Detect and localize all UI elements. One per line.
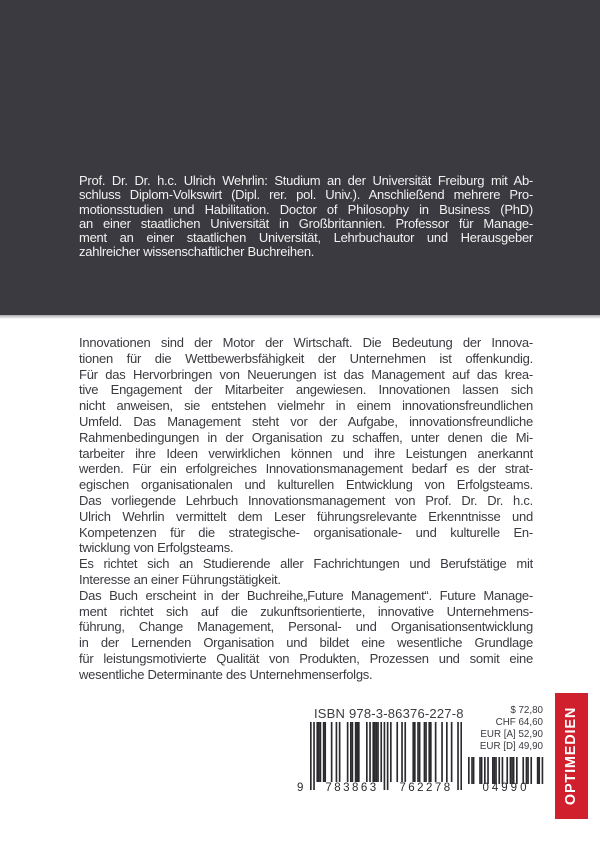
text-line: ment an einer staatlichen Universität, Lehrbuchautor und Herausgeber [79, 231, 533, 246]
ean13-barcode [310, 722, 462, 790]
text-line: in der Lernenden Organisation und bildet eine wesentliche Grundlage [79, 635, 533, 651]
text-line: tive Engagement der Mitarbeiter angewiesen. Innovationen lassen sich [79, 382, 533, 398]
author-bio [79, 174, 533, 260]
price-eur-d: EUR [D] 49,90 [479, 741, 543, 752]
barcode-digit-group: 762278 [399, 782, 453, 794]
barcode-addon-digits: 04990 [482, 782, 530, 794]
text-line: Rahmenbedingungen in der Organisation zu schaffen, unter denen die Mi- [79, 429, 533, 445]
text-line: Das Buch erscheint in der Buchreihe„Future Management“. Future Manage- [79, 587, 533, 603]
ean5-addon-barcode [468, 757, 544, 784]
text-line: tionen für die Wettbewerbsfähigkeit der Unternehmen ist offenkundig. [79, 350, 533, 366]
text-line: Es richtet sich an Studierende aller Fachrichtungen und Berufstätige mit [79, 556, 533, 572]
price-usd: $ 72,80 [510, 705, 543, 716]
band-edge-shadow [0, 315, 600, 319]
text-line: egischen organisationalen und kulturellen Entwicklung von Erfolgsteams. [79, 477, 533, 493]
text-line: an einer staatlichen Universität in Großbritannien. Professor für Manage- [79, 216, 533, 231]
text-line: führung, Change Management, Personal- und Organisationsentwicklung [79, 619, 533, 635]
text-line: ment richtet sich auf die zukunftsorientierte, innovative Unternehmens- [79, 603, 533, 619]
text-line: Für das Hervorbringen von Neuerungen ist das Management auf das krea- [79, 366, 533, 382]
text-line: Prof. Dr. Dr. h.c. Ulrich Wehrlin: Studium an der Universität Freiburg mit Ab- [79, 174, 533, 188]
barcode-digit-group: 783863 [325, 782, 379, 794]
text-line: zahlreicher wissenschaftlicher Buchreihen. [79, 245, 315, 260]
text-line: Interesse an einer Führungstätigkeit. [79, 571, 281, 587]
publisher-logo-banner [555, 693, 588, 819]
cover-top-band [0, 0, 600, 315]
text-line: wesentliche Determinante des Unternehmenserfolgs. [79, 666, 373, 682]
description-paragraph [79, 335, 533, 556]
price-chf: CHF 64,60 [495, 717, 543, 728]
text-line: schluss Diplom-Volkswirt (Dipl. rer. pol. Univ.). Anschließend mehrere Pro- [79, 188, 533, 203]
description-paragraph [79, 556, 533, 588]
price-eur-a: EUR [A] 52,90 [480, 729, 543, 740]
text-line: Ulrich Wehrlin vermittelt dem Leser führungsrelevante Erkenntnisse und [79, 508, 533, 524]
text-line: für leistungsmotivierte Qualität von Produkten, Prozessen und somit eine [79, 650, 533, 666]
publisher-name: OPTIMEDIEN [563, 706, 580, 806]
text-line: Umfeld. Das Management steht vor der Aufgabe, innovationsfreundliche [79, 413, 533, 429]
text-line: Kompetenzen für die strategische- organisationale- und kulturelle En- [79, 524, 533, 540]
text-line: tarbeiter ihre Ideen verwirklichen können und ihre Leistungen anerkannt [79, 445, 533, 461]
isbn-number: ISBN 978-3-86376-227-8 [314, 706, 464, 721]
text-line: werden. Für ein erfolgreiches Innovationsmanagement bedarf es der strat- [79, 461, 533, 477]
text-line: Innovationen sind der Motor der Wirtschaft. Die Bedeutung der Innova- [79, 335, 533, 350]
text-line: nicht anweisen, sie entstehen vielmehr in einem innovationsfreundlichen [79, 398, 533, 414]
text-line: motionsstudien und Habilitation. Doctor of Philosophy in Business (PhD) [79, 202, 533, 217]
text-line: Das vorliegende Lehrbuch Innovationsmanagement von Prof. Dr. Dr. h.c. [79, 492, 533, 508]
book-description [79, 335, 533, 683]
description-paragraph [79, 588, 533, 683]
barcode-lead-digit: 9 [297, 782, 304, 794]
text-line: twicklung von Erfolgsteams. [79, 540, 234, 556]
